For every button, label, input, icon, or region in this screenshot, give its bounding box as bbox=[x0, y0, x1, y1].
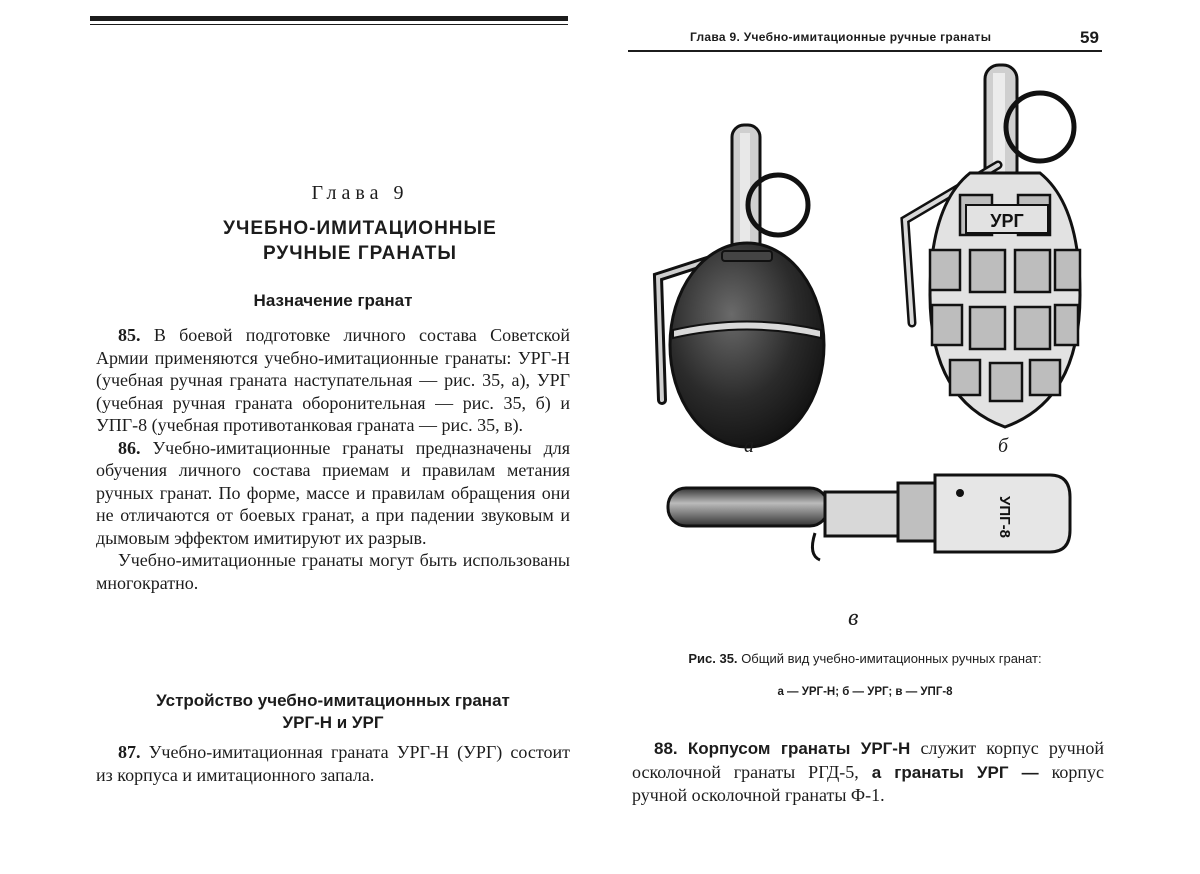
grenade-c-upg-8 bbox=[668, 475, 1070, 560]
section-title-purpose: Назначение гранат bbox=[253, 291, 413, 310]
header-rule bbox=[628, 50, 1102, 52]
paragraph-number: 87. bbox=[118, 742, 141, 762]
grenade-a-urg-n bbox=[658, 125, 824, 447]
paragraph-text: В боевой подготовке личного состава Советской Армии применяются учебно-имитационные гранаты: УРГ-Н (учебная ручная граната наступательная — рис. 35, а), УРГ (учебная ручная граната оборонительная — рис. 35, б) и УПГ-8 (учебная противотанковая граната — рис. 35, в). bbox=[96, 325, 571, 435]
chapter-number: Глава 9 bbox=[311, 182, 409, 204]
paragraph-85 bbox=[96, 324, 570, 437]
figure-label-a: а bbox=[744, 435, 754, 457]
paragraph-87-block bbox=[96, 741, 570, 786]
paragraph-86 bbox=[96, 437, 570, 550]
figure-label-b: б bbox=[998, 435, 1009, 457]
p88-bold-1: Корпусом гранаты УРГ-Н bbox=[687, 739, 911, 758]
p88-text-1: служит корпус ручной осколочной гранаты РГД-5, bbox=[632, 738, 1105, 782]
figure-label-c: в bbox=[848, 605, 859, 631]
paragraph-number: 85. bbox=[118, 325, 141, 345]
grenade-b-urg bbox=[905, 65, 1080, 427]
grenades-illustration bbox=[630, 55, 1110, 640]
p88-text-2: корпус ручной осколочной гранаты Ф-1. bbox=[632, 761, 1105, 805]
p88-bold-2: а гранаты УРГ — bbox=[871, 762, 1039, 782]
paragraphs-85-86 bbox=[96, 324, 570, 594]
figure-35 bbox=[630, 55, 1110, 640]
grenade-c-marking: УПГ-8 bbox=[996, 496, 1013, 538]
running-head: Глава 9. Учебно-имитационные ручные гранаты bbox=[690, 30, 992, 44]
figure-caption bbox=[640, 650, 1090, 667]
grenade-b-marking: УРГ bbox=[990, 211, 1024, 231]
paragraph-88 bbox=[632, 737, 1104, 807]
caption-prefix: Рис. 35. bbox=[688, 651, 738, 666]
paragraph-87 bbox=[96, 741, 570, 786]
paragraph-number: 86. bbox=[118, 437, 141, 458]
section-title-device bbox=[96, 690, 570, 734]
paragraph-number: 88. bbox=[654, 739, 678, 758]
paragraph-text: Учебно-имитационная граната УРГ-Н (УРГ) состоит из корпуса и имитационного запала. bbox=[96, 742, 570, 785]
top-rule-thin bbox=[90, 24, 568, 25]
top-rule bbox=[90, 16, 568, 21]
paragraph-86-continued: Учебно-имитационные гранаты могут быть использованы многократно. bbox=[96, 550, 570, 593]
caption-text: Общий вид учебно-имитационных ручных гранат: bbox=[741, 651, 1042, 666]
page-number: 59 bbox=[1080, 28, 1099, 47]
section-title-line1: Устройство учебно-имитационных гранат bbox=[156, 691, 510, 710]
caption-legend: а — УРГ-Н; б — УРГ; в — УПГ-8 bbox=[777, 686, 953, 698]
paragraph-text: Учебно-имитационные гранаты предназначены для обучения личного состава приемам и правилам метания ручных гранат. По форме, массе и правилам обращения они не отличаются от боевых гранат, а при падении звуковым и дымовым эффектом имитируют их разрыв. bbox=[96, 437, 570, 548]
chapter-title-line2: РУЧНЫЕ ГРАНАТЫ bbox=[262, 243, 458, 264]
paragraph-88-block bbox=[632, 737, 1104, 807]
section-title-line2: УРГ-Н и УРГ bbox=[282, 713, 384, 732]
chapter-title bbox=[150, 216, 570, 266]
chapter-title-line1: УЧЕБНО-ИМИТАЦИОННЫЕ bbox=[223, 218, 497, 239]
